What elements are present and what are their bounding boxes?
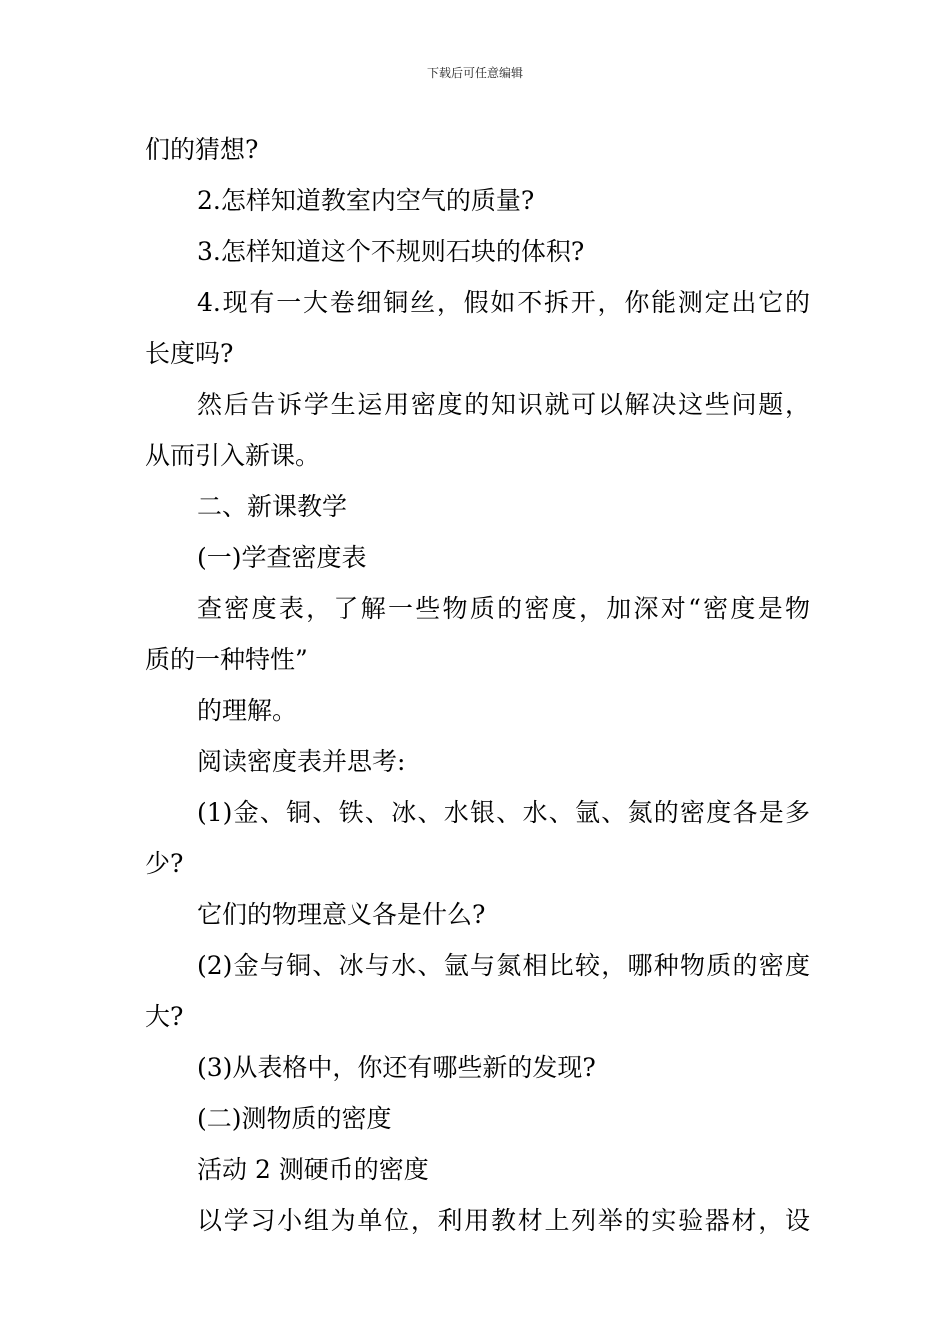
text-line: 以学习小组为单位，利用教材上列举的实验器材，设 xyxy=(197,1206,810,1235)
document-body xyxy=(145,124,810,1246)
text-line: 少? xyxy=(145,849,184,878)
text-line: 4.现有一大卷细铜丝，假如不拆开，你能测定出它的 xyxy=(197,288,810,317)
text-line: 3.怎样知道这个不规则石块的体积? xyxy=(197,237,585,266)
text-line: (一)学查密度表 xyxy=(197,543,367,572)
text-line: 活动 2 测硬币的密度 xyxy=(197,1155,429,1184)
text-line: (1)金、铜、铁、冰、水银、水、氩、氮的密度各是多 xyxy=(197,798,810,827)
text-line: 们的猜想? xyxy=(145,135,259,164)
text-line: 的理解。 xyxy=(197,696,298,725)
text-line: 质的一种特性” xyxy=(145,645,308,674)
text-line: 二、新课教学 xyxy=(197,492,348,521)
text-line: (3)从表格中，你还有哪些新的发现? xyxy=(197,1053,596,1082)
text-line: (2)金与铜、冰与水、氩与氮相比较，哪种物质的密度 xyxy=(197,951,810,980)
text-line: 大? xyxy=(145,1002,184,1031)
text-line: 2.怎样知道教室内空气的质量? xyxy=(197,186,535,215)
text-line: 从而引入新课。 xyxy=(145,441,321,470)
text-line: 然后告诉学生运用密度的知识就可以解决这些问题， xyxy=(197,390,810,419)
text-line: 它们的物理意义各是什么? xyxy=(197,900,486,929)
page-header: 下载后可任意编辑 xyxy=(426,66,523,80)
text-line: (二)测物质的密度 xyxy=(197,1104,392,1133)
text-line: 阅读密度表并思考: xyxy=(197,747,406,776)
text-line: 长度吗? xyxy=(145,339,234,368)
text-line: 查密度表，了解一些物质的密度，加深对“密度是物 xyxy=(197,594,810,623)
